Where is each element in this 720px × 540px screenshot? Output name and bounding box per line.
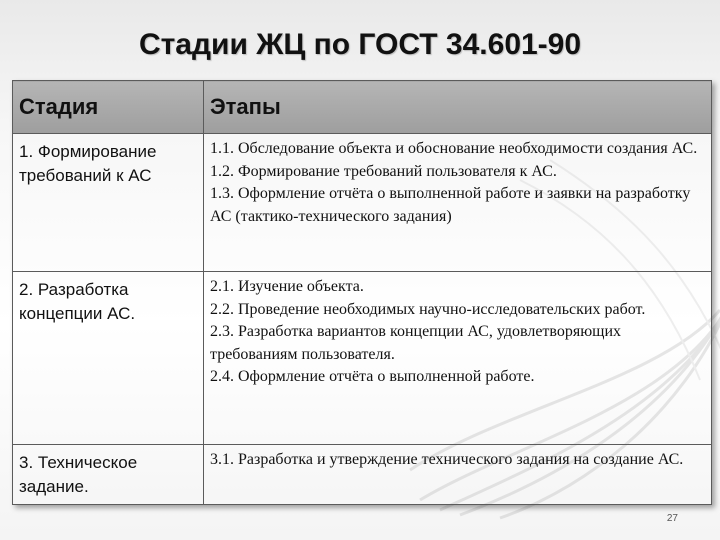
step-item: 2.2. Проведение необходимых научно-исследовательских работ. [210, 300, 646, 318]
step-item: 1.3. Оформление отчёта о выполненной работе и заявки на разработку АС (тактико-технического задания) [210, 185, 691, 225]
step-item: 1.1. Обследование объекта и обоснование необходимости создания АС. [210, 140, 698, 157]
stage-cell: 1. Формирование требований к АС [13, 134, 204, 272]
step-item: 2.3. Разработка вариантов концепции АС, удовлетворяющих требованиям пользователя. [210, 323, 622, 363]
step-item: 1.2. Формирование требований пользователя к АС. [210, 162, 557, 180]
slide-title: Стадии ЖЦ по ГОСТ 34.601-90 [138, 28, 582, 61]
table-row [13, 445, 712, 505]
stage-cell: 2. Разработка концепции АС. [13, 272, 204, 445]
header-steps: Этапы [204, 81, 712, 134]
step-item: 2.1. Изучение объекта. [210, 278, 364, 295]
steps-cell [204, 134, 712, 272]
step-item: 2.4. Оформление отчёта о выполненной работе. [210, 368, 535, 385]
stage-cell: 3. Техническое задание. [13, 445, 204, 505]
slide-page-number: 27 [666, 513, 678, 524]
step-item: 3.1. Разработка и утверждение технического задания на создание АС. [210, 451, 684, 468]
table-row [13, 134, 712, 272]
header-stage: Стадия [13, 81, 204, 134]
steps-cell [204, 272, 712, 445]
stages-table [12, 80, 712, 505]
table-header-row [13, 81, 712, 134]
table-row [13, 272, 712, 445]
steps-cell [204, 445, 712, 505]
